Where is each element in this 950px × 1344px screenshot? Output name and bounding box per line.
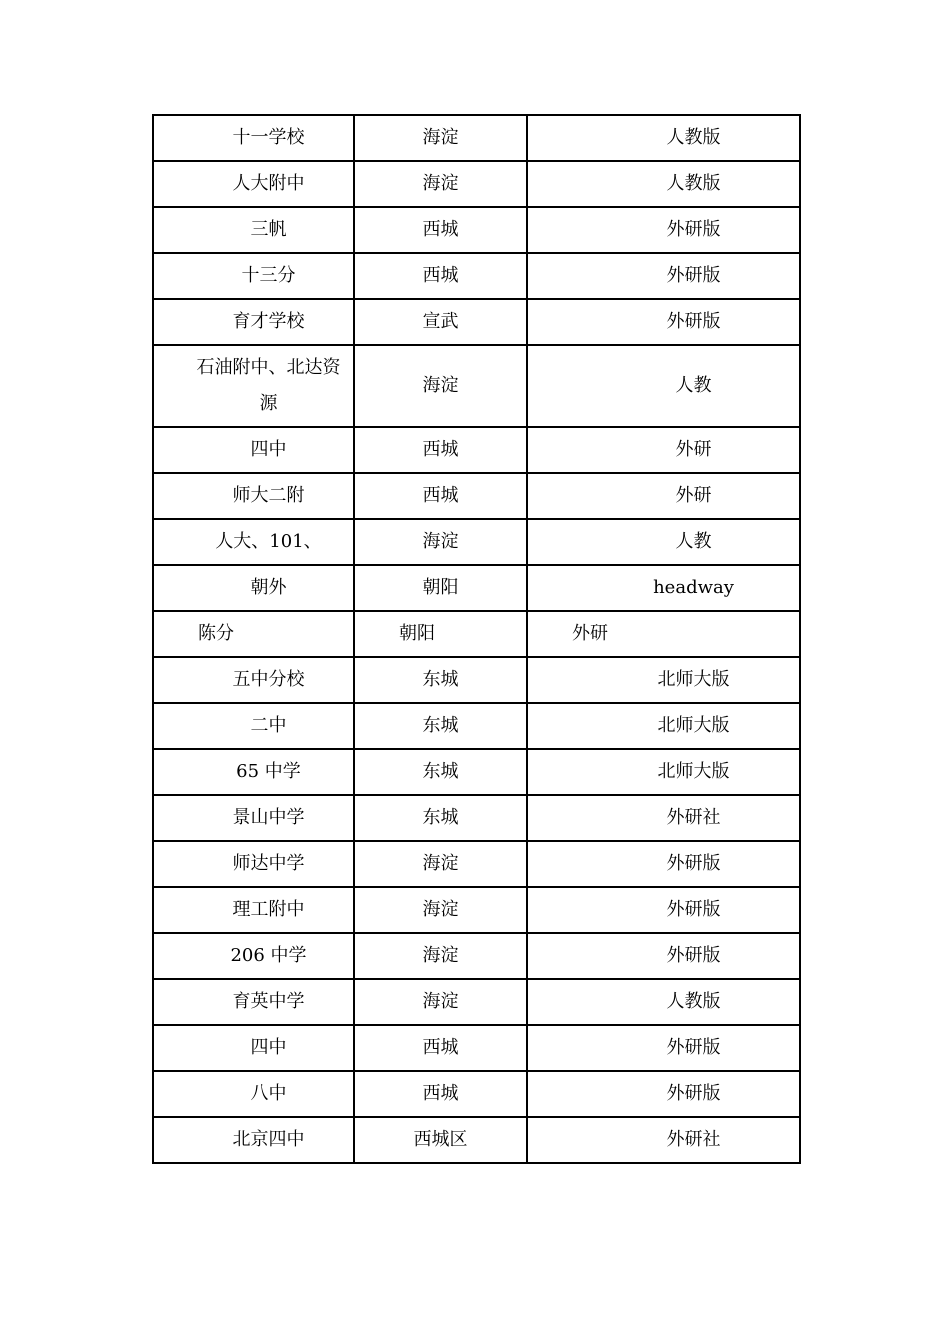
edition-cell [527, 887, 800, 933]
district-cell [354, 427, 527, 473]
school-cell [153, 565, 354, 611]
district-cell [354, 253, 527, 299]
district-name: 海淀 [422, 899, 459, 920]
edition-cell [527, 519, 800, 565]
edition-cell [527, 345, 800, 427]
district-name: 西城 [422, 1037, 459, 1058]
table-row [153, 841, 800, 887]
textbook-edition: 外研版 [666, 853, 721, 874]
district-cell [354, 565, 527, 611]
district-name: 海淀 [422, 375, 459, 396]
school-name: 五中分校 [232, 669, 305, 690]
textbook-edition: 外研版 [666, 219, 721, 240]
district-cell [354, 473, 527, 519]
school-name: 师大二附 [232, 485, 305, 506]
textbook-edition: 外研社 [666, 807, 721, 828]
edition-cell [527, 1025, 800, 1071]
school-cell [153, 703, 354, 749]
district-cell [354, 703, 527, 749]
edition-cell [527, 253, 800, 299]
table-row [153, 207, 800, 253]
school-cell [153, 427, 354, 473]
edition-cell [527, 299, 800, 345]
edition-cell [527, 1117, 800, 1163]
edition-cell [527, 1071, 800, 1117]
school-name: 石油附中、北达资源 [196, 357, 341, 414]
school-cell [153, 207, 354, 253]
district-cell [354, 519, 527, 565]
district-name: 海淀 [422, 945, 459, 966]
textbook-edition: 人教 [675, 531, 712, 552]
district-name: 西城 [422, 265, 459, 286]
school-cell [153, 115, 354, 161]
school-name: 四中 [250, 1037, 287, 1058]
edition-cell [527, 473, 800, 519]
district-name: 宣武 [422, 311, 459, 332]
district-name: 海淀 [422, 173, 459, 194]
school-cell [153, 519, 354, 565]
school-name: 育英中学 [232, 991, 305, 1012]
school-name: 十三分 [241, 265, 296, 286]
edition-cell [527, 611, 800, 657]
school-name: 理工附中 [232, 899, 305, 920]
school-name: 四中 [250, 439, 287, 460]
district-cell [354, 299, 527, 345]
edition-cell [527, 115, 800, 161]
table-row [153, 1117, 800, 1163]
school-name: 景山中学 [232, 807, 305, 828]
school-cell [153, 749, 354, 795]
textbook-edition: 外研 [675, 485, 712, 506]
table-row [153, 795, 800, 841]
school-cell [153, 1025, 354, 1071]
textbook-edition: 北师大版 [657, 761, 730, 782]
table-row [153, 115, 800, 161]
table-row [153, 1025, 800, 1071]
table-row [153, 299, 800, 345]
school-cell [153, 1071, 354, 1117]
district-cell [354, 1117, 527, 1163]
table-row [153, 565, 800, 611]
school-cell [153, 979, 354, 1025]
school-cell [153, 253, 354, 299]
district-name: 东城 [422, 807, 459, 828]
district-name: 海淀 [422, 853, 459, 874]
district-name: 西城 [422, 439, 459, 460]
district-cell [354, 841, 527, 887]
school-name: 八中 [250, 1083, 287, 1104]
school-cell [153, 887, 354, 933]
school-cell [153, 841, 354, 887]
school-cell [153, 1117, 354, 1163]
table-row [153, 161, 800, 207]
school-name: 陈分 [198, 623, 234, 644]
edition-cell [527, 207, 800, 253]
district-name: 东城 [422, 715, 459, 736]
school-name: 206 中学 [230, 945, 307, 966]
edition-cell [527, 427, 800, 473]
school-name: 二中 [250, 715, 287, 736]
school-name: 育才学校 [232, 311, 305, 332]
district-cell [354, 611, 527, 657]
school-name: 师达中学 [232, 853, 305, 874]
school-cell [153, 345, 354, 427]
school-name: 朝外 [250, 577, 287, 598]
district-cell [354, 749, 527, 795]
edition-cell [527, 657, 800, 703]
district-name: 朝阳 [399, 623, 435, 644]
district-cell [354, 115, 527, 161]
school-cell [153, 299, 354, 345]
school-name: 北京四中 [232, 1129, 305, 1150]
table-row [153, 933, 800, 979]
school-cell [153, 795, 354, 841]
textbook-edition: 人教版 [666, 991, 721, 1012]
table-row [153, 979, 800, 1025]
school-cell [153, 161, 354, 207]
table-row [153, 519, 800, 565]
textbook-edition: 外研 [572, 623, 608, 644]
textbook-edition: 外研版 [666, 899, 721, 920]
edition-cell [527, 749, 800, 795]
textbook-edition: 人教版 [666, 173, 721, 194]
district-name: 东城 [422, 761, 459, 782]
textbook-edition: 外研版 [666, 1037, 721, 1058]
table-row [153, 427, 800, 473]
textbook-edition: 北师大版 [657, 669, 730, 690]
district-cell [354, 207, 527, 253]
table-row [153, 253, 800, 299]
district-name: 朝阳 [422, 577, 459, 598]
school-name: 人大附中 [232, 173, 305, 194]
district-cell [354, 345, 527, 427]
table-row [153, 1071, 800, 1117]
textbook-edition: 外研版 [666, 311, 721, 332]
district-name: 西城区 [413, 1129, 468, 1150]
textbook-edition: headway [653, 577, 734, 598]
textbook-edition: 外研版 [666, 265, 721, 286]
district-cell [354, 795, 527, 841]
district-name: 海淀 [422, 991, 459, 1012]
district-name: 西城 [422, 1083, 459, 1104]
edition-cell [527, 703, 800, 749]
district-cell [354, 1025, 527, 1071]
district-name: 西城 [422, 485, 459, 506]
school-cell [153, 657, 354, 703]
edition-cell [527, 933, 800, 979]
edition-cell [527, 841, 800, 887]
school-textbook-table [152, 114, 801, 1164]
school-cell [153, 473, 354, 519]
district-cell [354, 1071, 527, 1117]
district-cell [354, 887, 527, 933]
textbook-edition: 外研社 [666, 1129, 721, 1150]
table-row [153, 887, 800, 933]
textbook-edition: 外研版 [666, 945, 721, 966]
edition-cell [527, 795, 800, 841]
table-row [153, 703, 800, 749]
textbook-edition: 人教 [675, 375, 712, 396]
district-name: 东城 [422, 669, 459, 690]
school-cell [153, 611, 354, 657]
table-row [153, 345, 800, 427]
table-row [153, 749, 800, 795]
district-cell [354, 161, 527, 207]
school-name: 十一学校 [232, 127, 305, 148]
table-row [153, 611, 800, 657]
textbook-edition: 北师大版 [657, 715, 730, 736]
district-name: 海淀 [422, 127, 459, 148]
district-cell [354, 933, 527, 979]
table-row [153, 657, 800, 703]
school-name: 三帆 [250, 219, 287, 240]
district-cell [354, 979, 527, 1025]
district-cell [354, 657, 527, 703]
school-name: 65 中学 [236, 761, 301, 782]
textbook-edition: 外研 [675, 439, 712, 460]
edition-cell [527, 565, 800, 611]
edition-cell [527, 979, 800, 1025]
table-row [153, 473, 800, 519]
textbook-edition: 外研版 [666, 1083, 721, 1104]
school-name: 人大、101、 [215, 531, 322, 552]
edition-cell [527, 161, 800, 207]
district-name: 西城 [422, 219, 459, 240]
school-cell [153, 933, 354, 979]
district-name: 海淀 [422, 531, 459, 552]
textbook-edition: 人教版 [666, 127, 721, 148]
